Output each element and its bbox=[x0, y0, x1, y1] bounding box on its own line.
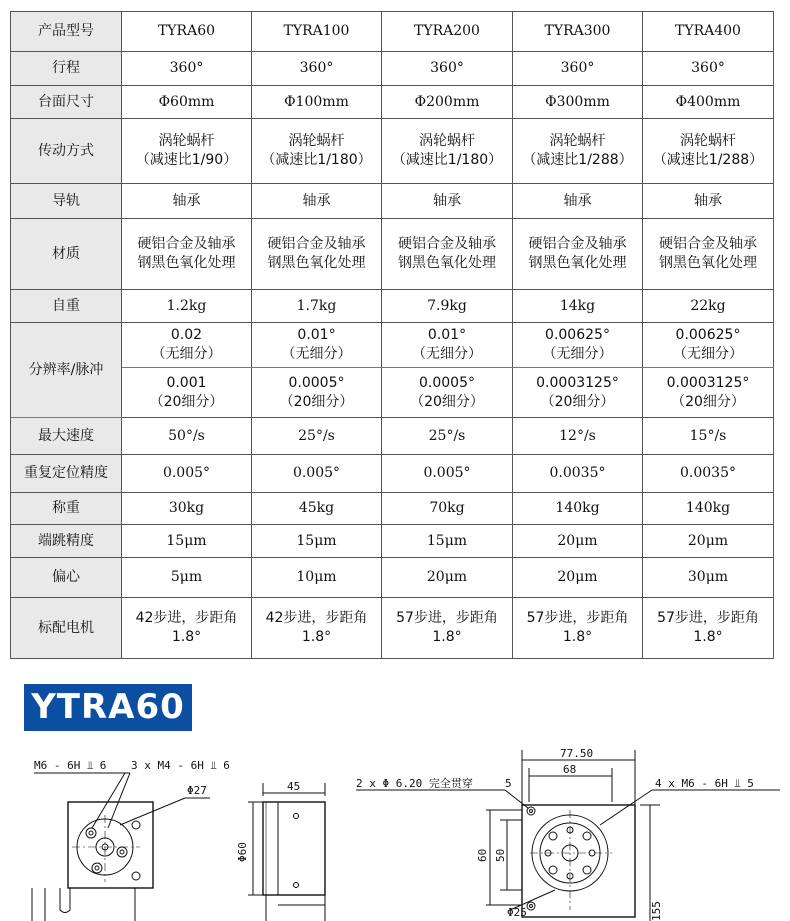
row-value bbox=[513, 219, 643, 290]
row-value-line: 硬铝合金及轴承 bbox=[659, 236, 757, 252]
resolution-full-line: 0.00625° bbox=[675, 327, 741, 343]
row-value-line: 钢黑色氧化处理 bbox=[528, 255, 627, 271]
hole-callout: 3 x M4 - 6H ⫫ 6 bbox=[131, 759, 230, 772]
row-value: 10μm bbox=[252, 558, 382, 598]
row-value bbox=[252, 119, 382, 184]
resolution-micro bbox=[513, 368, 643, 418]
resolution-full-line: （无细分） bbox=[281, 346, 352, 362]
row-value-line: （减速比1/180） bbox=[261, 152, 372, 168]
row-value bbox=[643, 219, 774, 290]
table-row bbox=[11, 86, 774, 119]
row-value-line: 硬铝合金及轴承 bbox=[267, 236, 366, 252]
row-value: Φ400mm bbox=[643, 86, 774, 119]
width-dim-45: 45 bbox=[287, 780, 301, 793]
table-row bbox=[11, 184, 774, 219]
row-value: Φ300mm bbox=[513, 86, 643, 119]
row-value-line: 钢黑色氧化处理 bbox=[267, 255, 366, 271]
resolution-micro-line: 0.0003125° bbox=[536, 374, 619, 391]
table-header-row bbox=[11, 12, 774, 52]
table-row bbox=[11, 598, 774, 659]
bore-dia-dim: Φ25 bbox=[507, 906, 527, 919]
row-value: 360° bbox=[122, 52, 252, 86]
row-value-line: （减速比1/90） bbox=[135, 152, 238, 168]
row-value: 0.005° bbox=[252, 455, 382, 493]
row-value: 30μm bbox=[643, 558, 774, 598]
dia-dim-60: Φ60 bbox=[236, 842, 249, 862]
table-row bbox=[11, 219, 774, 290]
row-value bbox=[122, 119, 252, 184]
row-label: 行程 bbox=[11, 52, 122, 86]
resolution-full bbox=[513, 323, 643, 368]
resolution-micro-line: （20细分） bbox=[149, 393, 224, 410]
row-label: 重复定位精度 bbox=[11, 455, 122, 493]
resolution-micro-line: 0.0005° bbox=[288, 374, 345, 391]
row-label: 台面尺寸 bbox=[11, 86, 122, 119]
resolution-micro-line: 0.0005° bbox=[419, 374, 475, 391]
row-value: 1.2kg bbox=[122, 290, 252, 323]
resolution-full-line: 0.01° bbox=[427, 327, 467, 343]
row-value-line: 硬铝合金及轴承 bbox=[137, 236, 236, 252]
resolution-micro bbox=[252, 368, 382, 418]
row-value bbox=[643, 119, 774, 184]
row-value: Φ100mm bbox=[252, 86, 382, 119]
row-value-line: 钢黑色氧化处理 bbox=[137, 255, 236, 271]
row-value: 14kg bbox=[513, 290, 643, 323]
model-name: TYRA200 bbox=[382, 12, 513, 52]
row-value: 45kg bbox=[252, 493, 382, 525]
resolution-micro-line: （20细分） bbox=[279, 393, 354, 410]
row-label: 最大速度 bbox=[11, 418, 122, 455]
row-value: 360° bbox=[513, 52, 643, 86]
row-value: 7.9kg bbox=[382, 290, 513, 323]
resolution-full-line: 0.01° bbox=[297, 327, 336, 343]
offset-dim-5: 5 bbox=[505, 777, 512, 790]
thread-callout: M6 - 6H ⫫ 6 bbox=[34, 759, 107, 772]
row-value: 50°/s bbox=[122, 418, 252, 455]
row-value: 30kg bbox=[122, 493, 252, 525]
row-value-line: 1.8° bbox=[562, 629, 593, 645]
row-value: 70kg bbox=[382, 493, 513, 525]
row-value: 25°/s bbox=[382, 418, 513, 455]
row-value: Φ200mm bbox=[382, 86, 513, 119]
row-value bbox=[382, 219, 513, 290]
table-row bbox=[11, 493, 774, 525]
row-value: Φ60mm bbox=[122, 86, 252, 119]
row-value: 360° bbox=[252, 52, 382, 86]
row-value: 20μm bbox=[382, 558, 513, 598]
row-value-line: 1.8° bbox=[432, 629, 462, 645]
side-thread-callout: 4 x M6 - 6H ⫫ 5 bbox=[655, 777, 754, 790]
model-name: TYRA400 bbox=[643, 12, 774, 52]
resolution-full bbox=[252, 323, 382, 368]
row-value: 360° bbox=[643, 52, 774, 86]
row-value bbox=[122, 598, 252, 659]
row-value-line: 涡轮蜗杆 bbox=[419, 133, 475, 149]
row-value: 1.7kg bbox=[252, 290, 382, 323]
table-row bbox=[11, 525, 774, 558]
row-value: 140kg bbox=[643, 493, 774, 525]
row-value-line: （减速比1/288） bbox=[522, 152, 633, 168]
row-value: 20μm bbox=[643, 525, 774, 558]
side-view bbox=[248, 783, 325, 921]
outer-width-dim: 77.50 bbox=[560, 747, 594, 760]
row-value-line: 57步进，步距角 bbox=[396, 610, 498, 626]
row-value: 25°/s bbox=[252, 418, 382, 455]
row-value-line: 42步进，步距角 bbox=[135, 610, 238, 626]
table-row bbox=[11, 290, 774, 323]
resolution-micro-line: 0.0003125° bbox=[666, 374, 750, 391]
resolution-full bbox=[643, 323, 774, 368]
row-value bbox=[122, 219, 252, 290]
resolution-row-full bbox=[11, 323, 774, 368]
row-value bbox=[643, 598, 774, 659]
resolution-label: 分辨率/脉冲 bbox=[11, 323, 122, 418]
row-value-line: 涡轮蜗杆 bbox=[288, 133, 345, 149]
row-value-line: 涡轮蜗杆 bbox=[680, 133, 736, 149]
row-value: 0.005° bbox=[122, 455, 252, 493]
resolution-full-line: （无细分） bbox=[412, 346, 482, 362]
resolution-full-line: 0.00625° bbox=[545, 327, 610, 343]
row-label: 偏心 bbox=[11, 558, 122, 598]
row-value-line: （减速比1/288） bbox=[652, 152, 764, 168]
row-label: 标配电机 bbox=[11, 598, 122, 659]
row-label: 导轨 bbox=[11, 184, 122, 219]
resolution-full-line: （无细分） bbox=[542, 346, 613, 362]
table-row bbox=[11, 558, 774, 598]
row-value: 0.005° bbox=[382, 455, 513, 493]
resolution-micro-line: 0.001 bbox=[166, 374, 207, 391]
model-name: TYRA100 bbox=[252, 12, 382, 52]
resolution-micro bbox=[382, 368, 513, 418]
row-value-line: 硬铝合金及轴承 bbox=[398, 236, 496, 252]
row-value: 15μm bbox=[122, 525, 252, 558]
row-value-line: 1.8° bbox=[693, 629, 723, 645]
resolution-full-line: （无细分） bbox=[673, 346, 743, 362]
resolution-micro-line: （20细分） bbox=[540, 393, 615, 410]
row-value-line: 硬铝合金及轴承 bbox=[528, 236, 627, 252]
row-value-line: 57步进，步距角 bbox=[657, 610, 759, 626]
header-label: 产品型号 bbox=[11, 12, 122, 52]
row-value: 0.0035° bbox=[513, 455, 643, 493]
row-value: 15μm bbox=[252, 525, 382, 558]
resolution-micro bbox=[643, 368, 774, 418]
resolution-micro-line: （20细分） bbox=[410, 393, 484, 410]
spec-table bbox=[10, 11, 774, 659]
inner-width-dim: 68 bbox=[563, 763, 577, 776]
row-value: 20μm bbox=[513, 525, 643, 558]
side-height-dim: 155 bbox=[650, 901, 663, 921]
resolution-full-line: 0.02 bbox=[170, 327, 203, 343]
table-row bbox=[11, 52, 774, 86]
row-value bbox=[382, 598, 513, 659]
row-value bbox=[382, 119, 513, 184]
row-value bbox=[252, 219, 382, 290]
resolution-full bbox=[382, 323, 513, 368]
row-label: 传动方式 bbox=[11, 119, 122, 184]
row-value bbox=[513, 598, 643, 659]
top-view bbox=[32, 773, 210, 921]
row-label: 称重 bbox=[11, 493, 122, 525]
technical-drawings bbox=[0, 740, 790, 921]
row-value: 15°/s bbox=[643, 418, 774, 455]
row-value bbox=[252, 598, 382, 659]
resolution-full bbox=[122, 323, 252, 368]
row-value bbox=[513, 119, 643, 184]
model-name: TYRA60 bbox=[122, 12, 252, 52]
row-value-line: 涡轮蜗杆 bbox=[158, 133, 215, 149]
table-row bbox=[11, 455, 774, 493]
model-banner: YTRA60 bbox=[24, 684, 192, 731]
resolution-micro bbox=[122, 368, 252, 418]
row-label: 材质 bbox=[11, 219, 122, 290]
row-value-line: 1.8° bbox=[301, 629, 332, 645]
row-value: 12°/s bbox=[513, 418, 643, 455]
row-value: 轴承 bbox=[643, 184, 774, 219]
row-value-line: （减速比1/180） bbox=[391, 152, 503, 168]
row-value: 15μm bbox=[382, 525, 513, 558]
row-value: 0.0035° bbox=[643, 455, 774, 493]
row-value-line: 1.8° bbox=[171, 629, 202, 645]
row-value: 轴承 bbox=[252, 184, 382, 219]
row-value: 轴承 bbox=[513, 184, 643, 219]
row-value: 360° bbox=[382, 52, 513, 86]
table-row bbox=[11, 418, 774, 455]
through-hole-callout: 2 x Φ 6.20 完全贯穿 bbox=[356, 777, 473, 790]
model-name: TYRA300 bbox=[513, 12, 643, 52]
row-value: 22kg bbox=[643, 290, 774, 323]
row-value: 5μm bbox=[122, 558, 252, 598]
resolution-micro-line: （20细分） bbox=[671, 393, 745, 410]
row-value-line: 涡轮蜗杆 bbox=[549, 133, 606, 149]
height-outer-dim: 60 bbox=[476, 848, 489, 862]
resolution-row-micro bbox=[11, 368, 774, 418]
row-value-line: 57步进，步距角 bbox=[526, 610, 629, 626]
resolution-full-line: （无细分） bbox=[151, 346, 222, 362]
row-value-line: 钢黑色氧化处理 bbox=[659, 255, 757, 271]
height-inner-dim: 50 bbox=[494, 848, 507, 862]
row-value: 轴承 bbox=[382, 184, 513, 219]
row-value: 20μm bbox=[513, 558, 643, 598]
row-value: 140kg bbox=[513, 493, 643, 525]
row-value-line: 钢黑色氧化处理 bbox=[398, 255, 496, 271]
row-value: 轴承 bbox=[122, 184, 252, 219]
row-value-line: 42步进，步距角 bbox=[265, 610, 368, 626]
row-label: 端跳精度 bbox=[11, 525, 122, 558]
row-label: 自重 bbox=[11, 290, 122, 323]
dia-callout-27: Φ27 bbox=[187, 784, 207, 797]
table-row bbox=[11, 119, 774, 184]
